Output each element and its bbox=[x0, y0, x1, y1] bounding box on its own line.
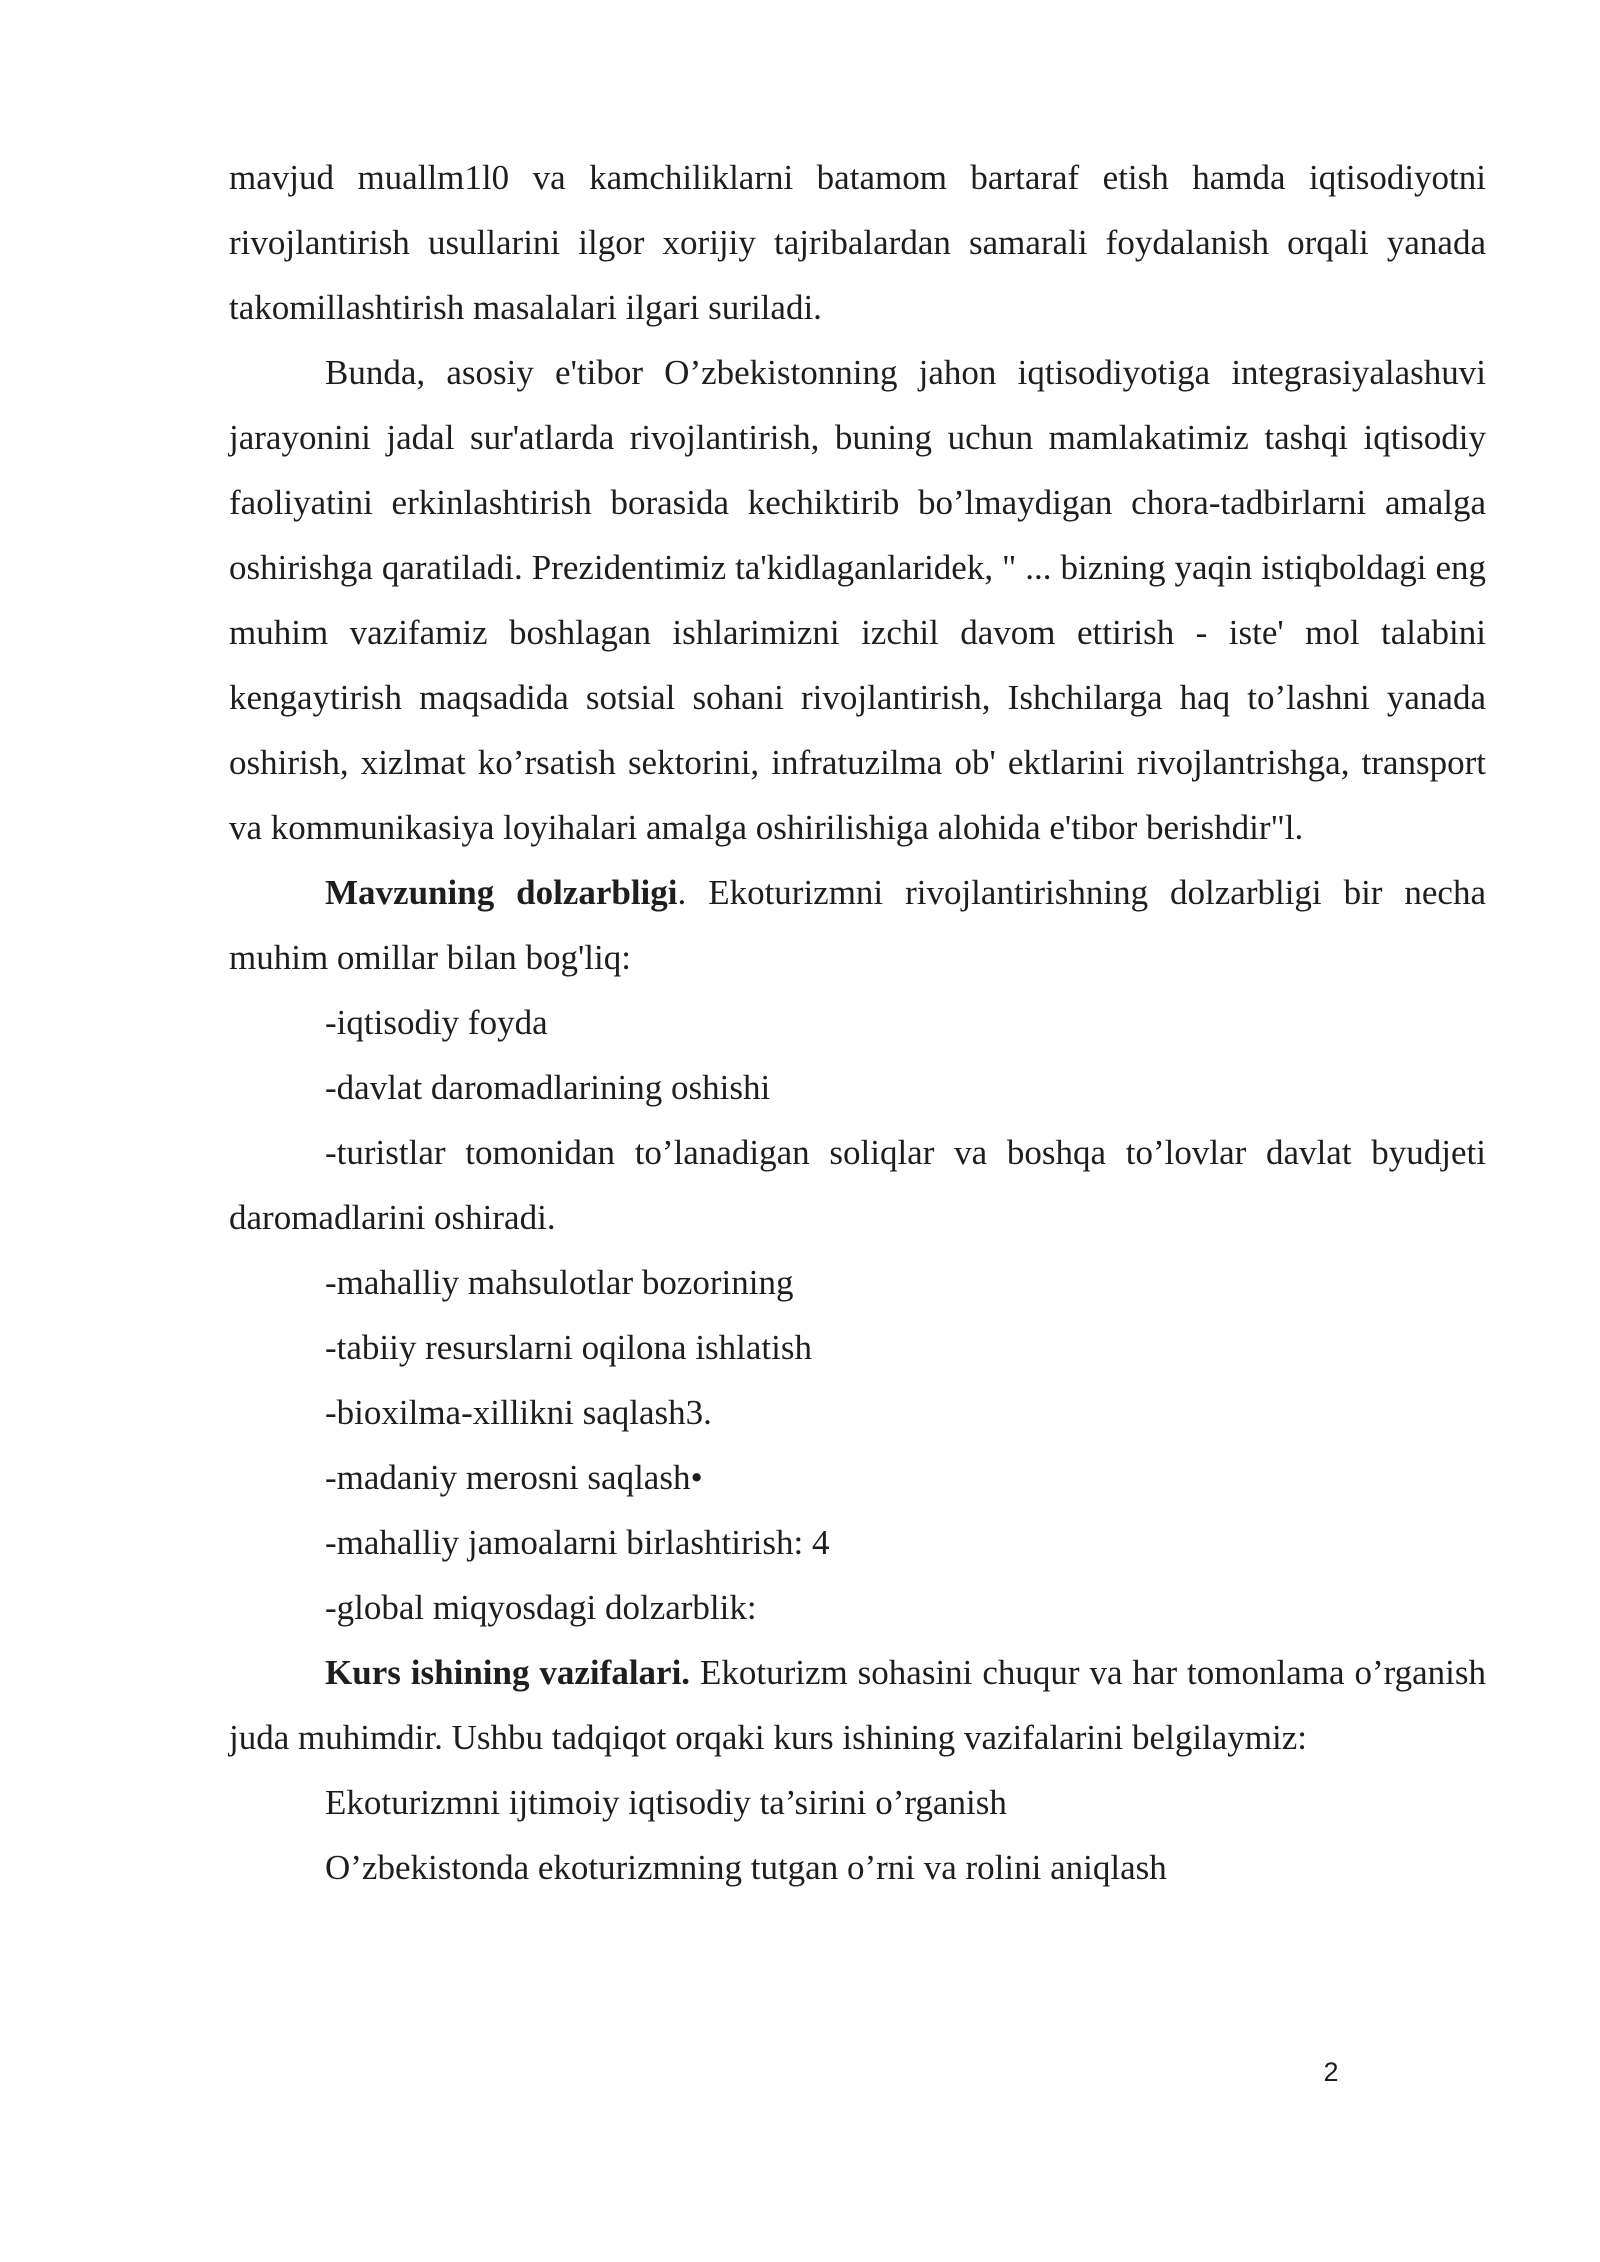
task-item: Ekoturizmni ijtimoiy iqtisodiy ta’sirini o’rganish bbox=[325, 1783, 1007, 1822]
paragraph-integration: Bunda, asosiy e'tibor O’zbekistonning jahon iqtisodiyotiga integrasiyalashuvi jarayonini jadal sur'atlarda rivojlantirish, buning uchun mamlakatimiz tashqi iqtisodiy faoliyatini erkinlashtirish borasida kechiktirib bo’lmaydigan chora-tadbirlarni amalga oshirishga qaratiladi. Prezidentimiz ta'kidlaganlaridek, " ... bizning yaqin istiqboldagi eng muhim vazifamiz boshlagan ishlarimizni izchil davom ettirish - iste' mol talabini kengaytirish maqsadida sotsial sohani rivojlantirish, Ishchilarga haq to’lashni yanada oshirish, xizlmat ko’rsatish sektorini, infratuzilma ob' ektlarini rivojlantrishga, transport va kommunikasiya loyihalari amalga oshirilishiga alohida e'tibor berishdir"l. bbox=[229, 353, 1486, 847]
page-number-value: 2 bbox=[1323, 2057, 1339, 2087]
page-number bbox=[0, 2057, 1346, 2088]
list-item: -bioxilma-xillikni saqlash3. bbox=[325, 1393, 712, 1432]
paragraph-relevance bbox=[229, 860, 1486, 990]
tasks-heading: Kurs ishining vazifalari. bbox=[325, 1653, 691, 1692]
list-item-long: -turistlar tomonidan to’lanadigan soliqlar va boshqa to’lovlar davlat byudjeti daromadlarini oshiradi. bbox=[229, 1133, 1486, 1237]
list-item: -madaniy merosni saqlash• bbox=[325, 1458, 703, 1497]
list-item: -iqtisodiy foyda bbox=[325, 1003, 548, 1042]
list-item: -mahalliy jamoalarni birlashtirish: 4 bbox=[325, 1523, 830, 1562]
paragraph-continuation: mavjud muallm1l0 va kamchiliklarni batamom bartaraf etish hamda iqtisodiyotni rivojlantirish usullarini ilgor xorijiy tajribalardan samarali foydalanish orqali yanada takomillashtirish masalalari ilgari suriladi. bbox=[229, 158, 1486, 327]
tasks-text: Ekoturizm sohasini chuqur va har tomonlama o’rganish juda muhimdir. Ushbu tadqiqot orqaki kurs ishining vazifalarini belgilaymiz: bbox=[229, 1653, 1487, 1757]
relevance-heading: Mavzuning dolzarbligi bbox=[325, 873, 678, 912]
task-item: O’zbekistonda ekoturizmning tutgan o’rni va rolini aniqlash bbox=[325, 1848, 1167, 1887]
list-item: -davlat daromadlarining oshishi bbox=[325, 1068, 771, 1107]
list-item: -mahalliy mahsulotlar bozorining bbox=[325, 1263, 794, 1302]
list-item: -tabiiy resurslarni oqilona ishlatish bbox=[325, 1328, 812, 1367]
document-body bbox=[229, 145, 1486, 1900]
relevance-text: . Ekoturizmni rivojlantirishning dolzarbligi bir necha muhim omillar bilan bog'liq: bbox=[229, 873, 1486, 977]
paragraph-tasks bbox=[229, 1640, 1486, 1770]
list-item: -global miqyosdagi dolzarblik: bbox=[325, 1588, 757, 1627]
